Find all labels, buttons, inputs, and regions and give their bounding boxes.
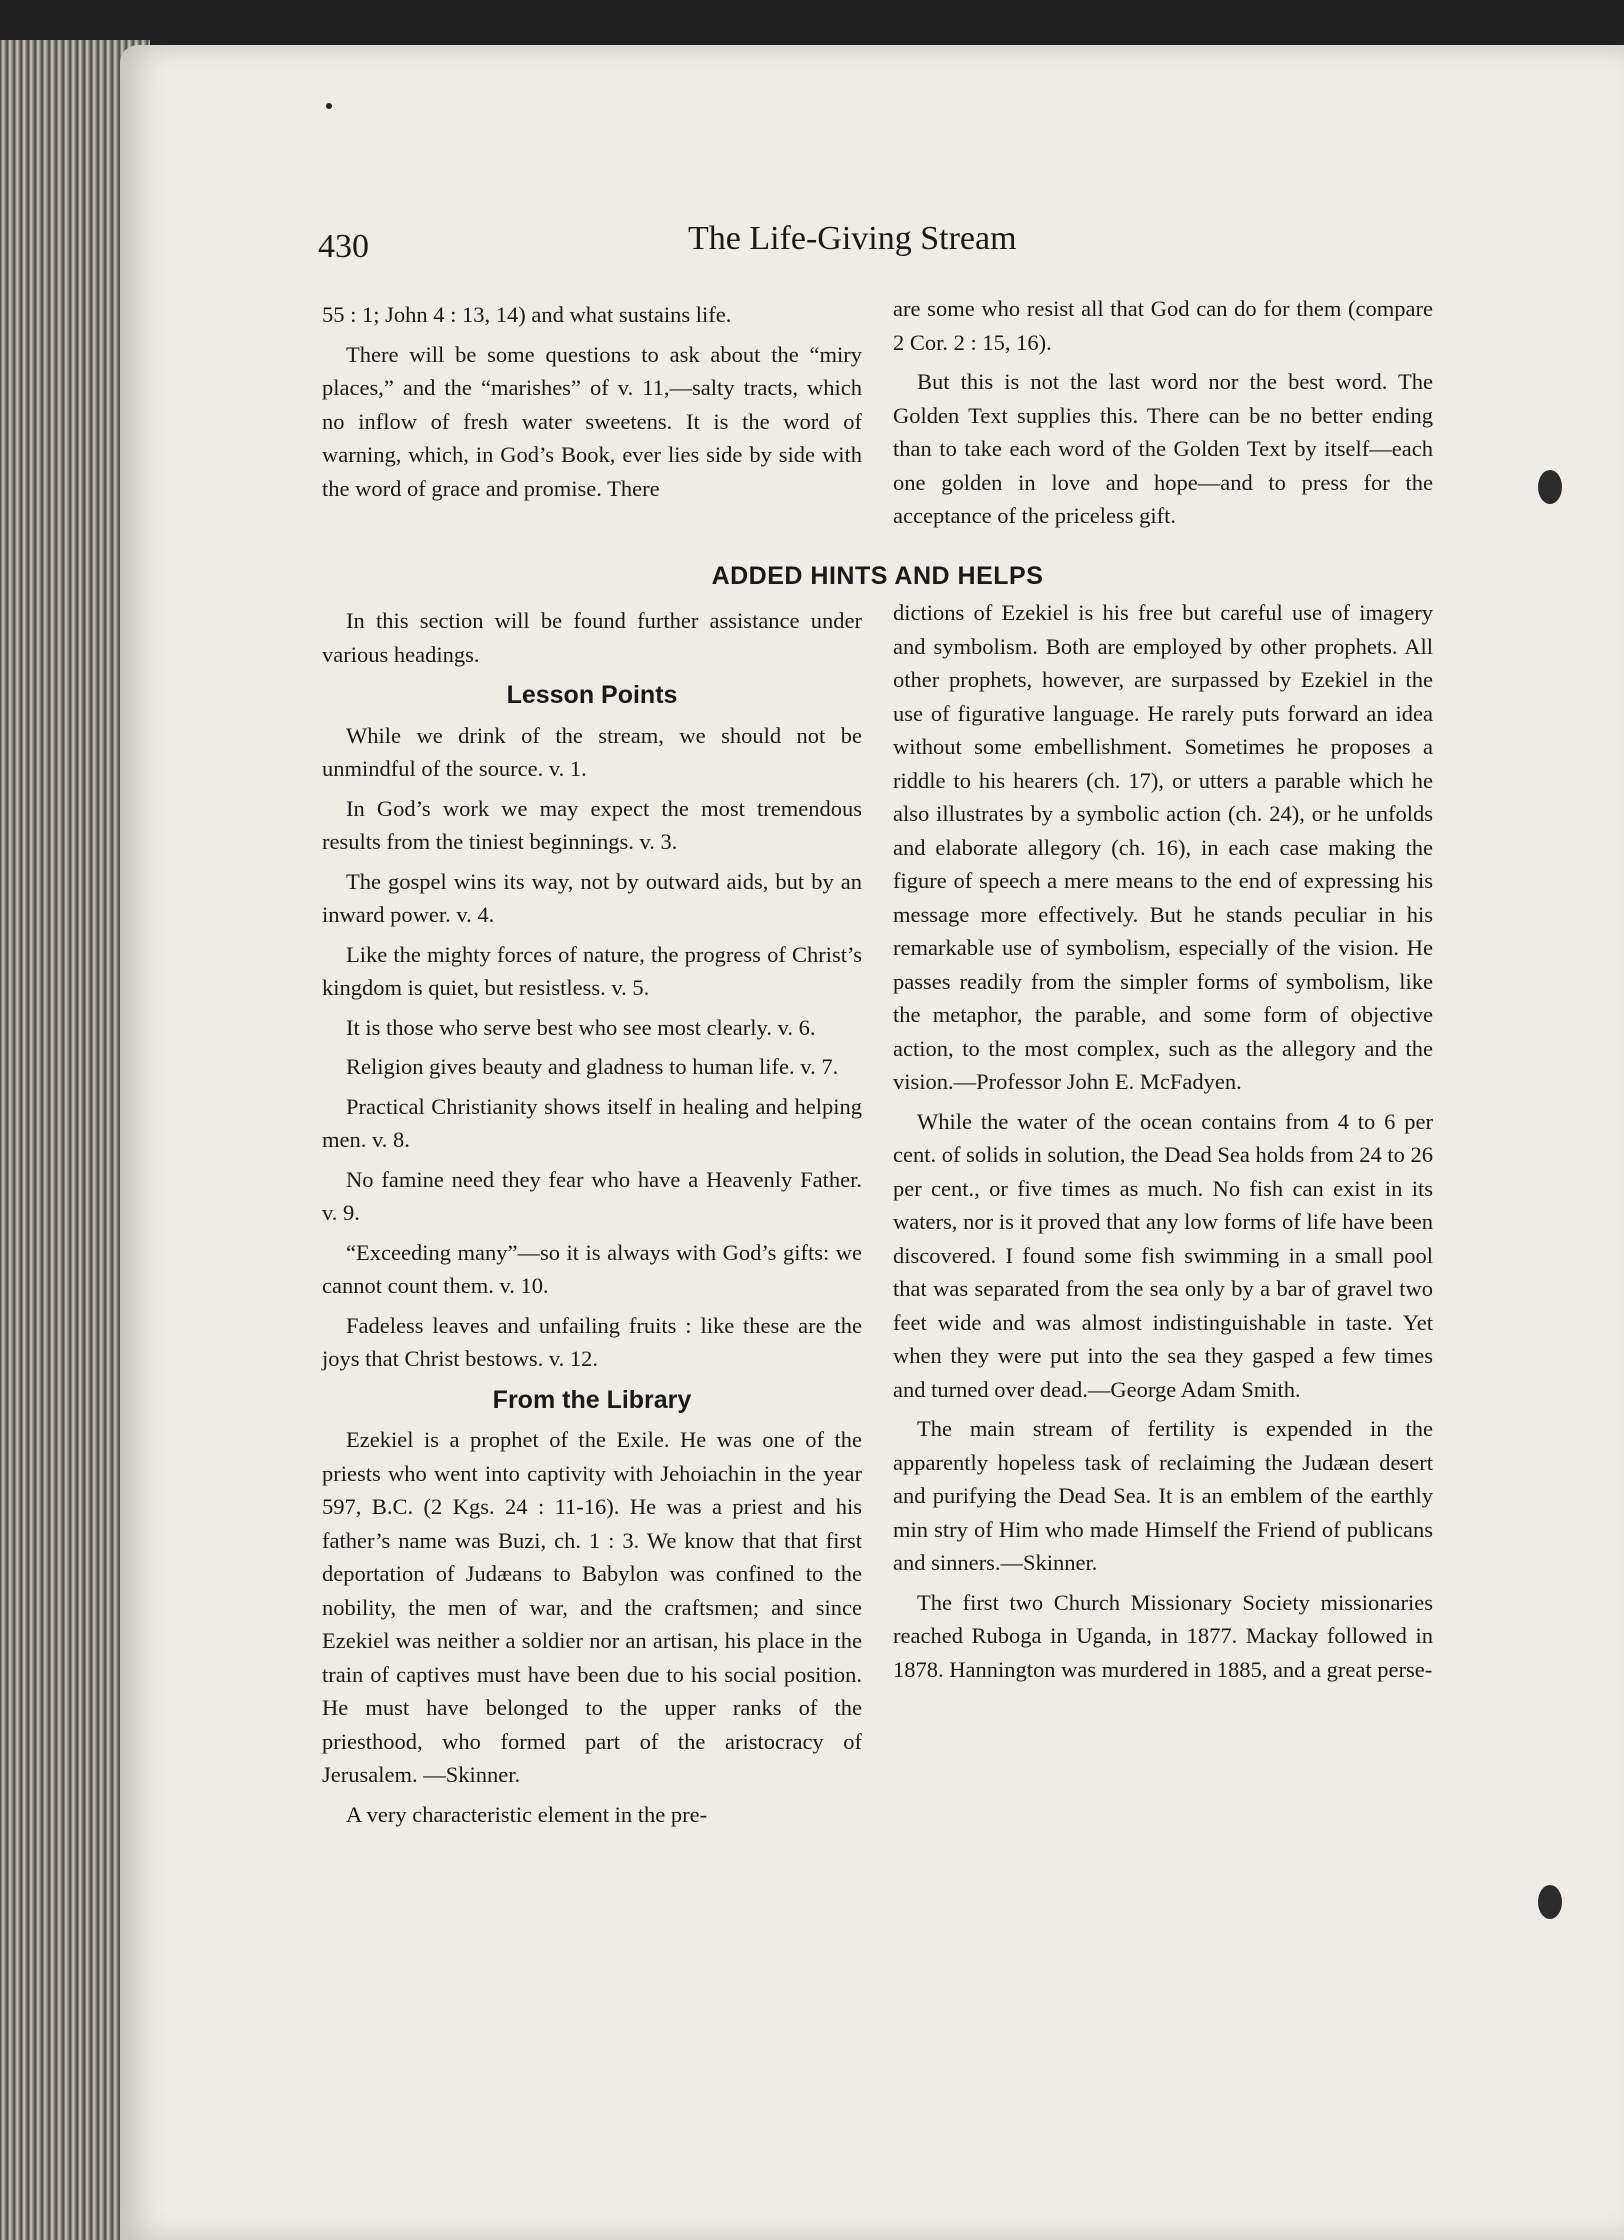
page-header [318,220,1468,264]
left-column [322,604,862,1837]
ink-speck [326,103,332,109]
section-heading: ADDED HINTS AND HELPS [711,562,1044,590]
paragraph: are some who resist all that God can do for them (compare 2 Cor. 2 : 15, 16). [893,296,1433,355]
intro-paragraph: In this section will be found further assistance under various headings. [322,608,862,667]
punch-hole [1538,1885,1562,1919]
page-number: 430 [318,228,369,265]
punch-hole [1538,470,1562,504]
lesson-point: The gospel wins its way, not by outward aids, but by an inward power. v. 4. [322,868,862,927]
paragraph: The main stream of fertility is expended in the apparently hopeless task of reclaiming the Judæan desert and purifying the Dead Sea. It is an emblem of the earthly min stry of Him who made Himself the Friend of publicans and sinners.—Skinner. [893,1416,1433,1575]
paragraph: The first two Church Missionary Society missionaries reached Ruboga in Uganda, in 1877. Mackay followed in 1878. Hannington was murdered in 1885, and a great perse- [893,1589,1433,1682]
paragraph: But this is not the last word nor the best word. The Golden Text supplies this. There can be no better ending than to take each word of the Golden Text by itself—each one golden in love and hope—and to press for the acceptance of the priceless gift. [893,369,1433,528]
lesson-point: In God’s work we may expect the most tremendous results from the tiniest beginnings. v. 3. [322,795,862,854]
paragraph: 55 : 1; John 4 : 13, 14) and what sustains life. [322,302,732,327]
paragraph: While the water of the ocean contains from 4 to 6 per cent. of solids in solution, the Dead Sea holds from 24 to 26 per cent., or five times as much. No fish can exist in its waters, nor is it proved that any low forms of life have been discovered. I found some fish swimming in a small pool that was separated from the sea only by a bar of gravel two feet wide and was almost indistinguishable in taste. Yet when they were put into the sea they gasped a few times and turned over dead.—George Adam Smith. [893,1108,1433,1402]
right-column [893,596,1433,1692]
running-title: The Life-Giving Stream [688,220,1017,257]
paragraph: dictions of Ezekiel is his free but careful use of imagery and symbolism. Both are employed by other prophets. All other prophets, however, are surpassed by Ezekiel in the use of figurative language. He rarely puts forward an idea without some embellishment. Sometimes he proposes a riddle to his hearers (ch. 17), or utters a parable which he also illustrates by a symbolic action (ch. 24), or he unfolds and elaborate allegory (ch. 16), in each case making the figure of speech a mere means to the end of expressing his message more effectively. But he stands peculiar in his remarkable use of symbolism, especially of the vision. He passes readily from the simpler forms of symbolism, like the metaphor, the parable, and some form of objective action, to the most complex, such as the allegory and the vision.—Professor John E. McFadyen. [893,600,1433,1094]
library-heading: From the Library [492,1385,692,1414]
lesson-point: No famine need they fear who have a Heavenly Father. v. 9. [322,1166,862,1225]
lesson-point: Religion gives beauty and gladness to human life. v. 7. [346,1054,839,1079]
lesson-point: While we drink of the stream, we should not be unmindful of the source. v. 1. [322,722,862,781]
top-right-column [893,292,1433,539]
lesson-point: Practical Christianity shows itself in healing and helping men. v. 8. [322,1093,862,1152]
lesson-point: It is those who serve best who see most clearly. v. 6. [346,1014,816,1040]
library-paragraph: A very characteristic element in the pre- [346,1801,708,1827]
top-left-column [322,298,862,511]
lesson-point: Fadeless leaves and unfailing fruits : like these are the joys that Christ bestows. v. 12. [322,1312,862,1371]
paragraph: There will be some questions to ask about the “miry places,” and the “marishes” of v. 11,—salty tracts, which no inflow of fresh water sweetens. It is the word of warning, which, in God’s Book, ever lies side by side with the word of grace and promise. There [322,341,862,501]
library-paragraph: Ezekiel is a prophet of the Exile. He was one of the priests who went into captivity with Jehoiachin in the year 597, B.C. (2 Kgs. 24 : 11-16). He was a priest and his father’s name was Buzi, ch. 1 : 3. We know that that first deportation of Judæans to Babylon was confined to the nobility, the men of war, and the craftsmen; and since Ezekiel was neither a soldier nor an artisan, his place in the train of captives must have been due to his social position. He must have belonged to the upper ranks of the priesthood, who formed part of the aristocracy of Jerusalem. —Skinner. [322,1427,862,1787]
lesson-point: Like the mighty forces of nature, the progress of Christ’s kingdom is quiet, but resistless. v. 5. [322,941,862,1000]
lesson-points-heading: Lesson Points [506,681,678,709]
lesson-point: “Exceeding many”—so it is always with God’s gifts: we cannot count them. v. 10. [322,1239,862,1298]
